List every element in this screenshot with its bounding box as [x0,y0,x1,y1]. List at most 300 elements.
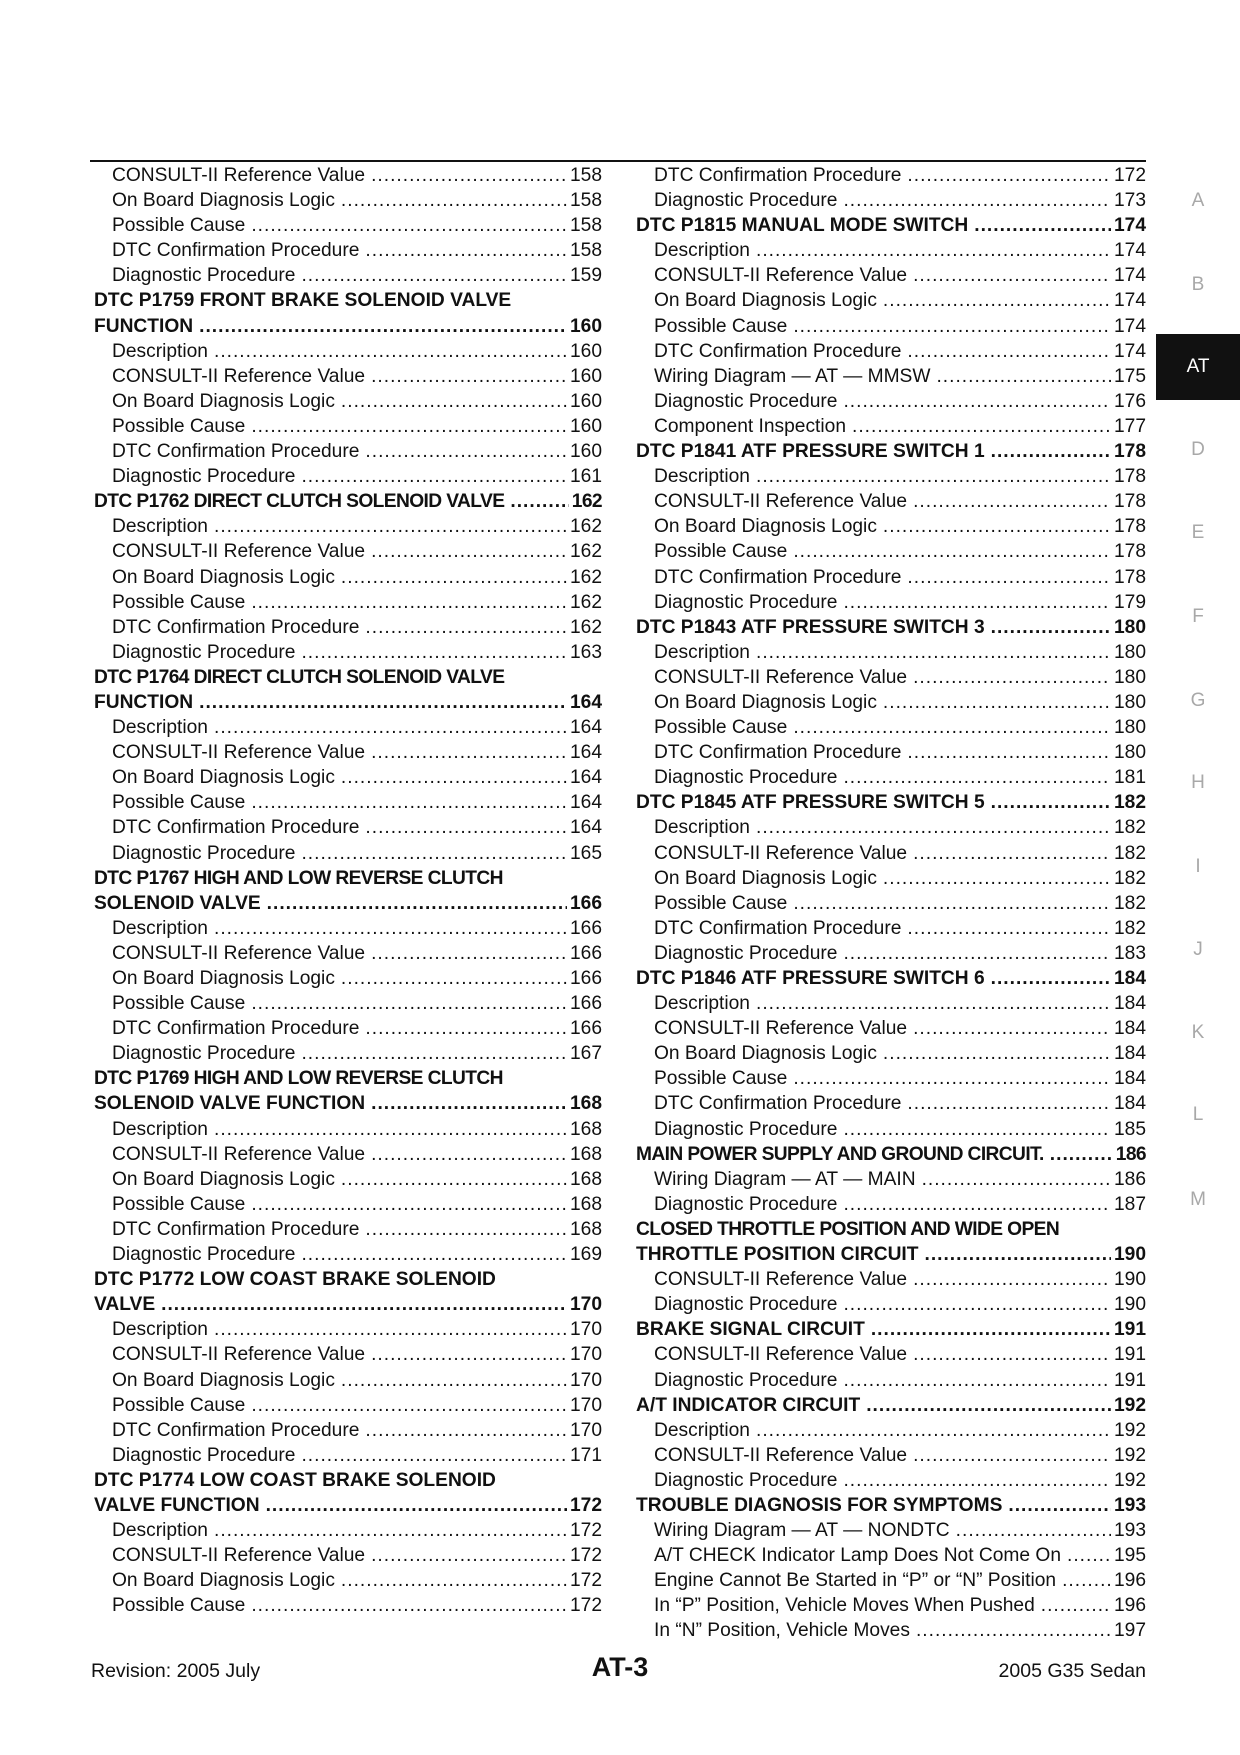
toc-dot-leader [341,1167,567,1192]
toc-dot-leader [199,690,567,715]
toc-entry-title: Diagnostic Procedure [654,591,838,613]
toc-entry-title: Diagnostic Procedure [112,1244,296,1266]
toc-section-entry[interactable] [636,1242,1146,1267]
toc-section-entry[interactable] [636,1493,1146,1518]
toc-entry-title: DTC P1774 LOW COAST BRAKE SOLENOID [94,1469,496,1491]
toc-entry-title: FUNCTION [94,691,194,713]
section-tab[interactable]: B [1191,274,1205,295]
toc-section-entry[interactable] [636,966,1146,991]
toc-dot-leader [907,916,1111,941]
toc-entry-title: Description [654,993,750,1015]
toc-subentry[interactable] [636,339,1146,364]
section-tab[interactable]: F [1192,606,1204,627]
toc-subentry[interactable] [94,565,602,590]
toc-entry-title: THROTTLE POSITION CIRCUIT [636,1244,919,1266]
toc-entry-title: DTC Confirmation Procedure [112,1018,360,1040]
toc-subentry[interactable] [94,740,602,765]
toc-dot-leader [756,640,1111,665]
toc-entry-page: 190 [1113,1244,1146,1266]
toc-subentry[interactable] [94,590,602,615]
toc-entry-page: 166 [569,993,602,1015]
toc-dot-leader [365,238,567,263]
toc-subentry[interactable] [636,916,1146,941]
toc-subentry[interactable] [94,941,602,966]
toc-subentry[interactable] [94,188,602,213]
toc-subentry[interactable] [636,1342,1146,1367]
toc-subentry[interactable] [636,841,1146,866]
toc-entry-title: A/T CHECK Indicator Lamp Does Not Come On [654,1545,1062,1567]
toc-entry-title: DTC P1769 HIGH AND LOW REVERSE CLUTCH [94,1068,503,1090]
toc-section-entry[interactable] [636,213,1146,238]
toc-entry-page: 165 [569,842,602,864]
toc-section-entry[interactable] [94,891,602,916]
toc-subentry[interactable] [636,1117,1146,1142]
toc-subentry[interactable] [636,1468,1146,1493]
toc-entry-title: Description [112,1520,208,1542]
toc-entry-page: 179 [1113,591,1146,613]
toc-dot-leader [214,1117,567,1142]
toc-section-entry[interactable] [636,1217,1146,1242]
toc-subentry[interactable] [94,1393,602,1418]
toc-subentry[interactable] [94,1568,602,1593]
section-tab[interactable]: L [1192,1104,1204,1125]
toc-subentry[interactable] [94,213,602,238]
toc-subentry[interactable] [636,1267,1146,1292]
toc-dot-leader [371,1091,567,1116]
toc-dot-leader [793,891,1111,916]
toc-entry-page: 196 [1113,1570,1146,1592]
toc-entry-page: 160 [569,441,602,463]
toc-subentry[interactable] [94,238,602,263]
toc-entry-title: Diagnostic Procedure [654,390,838,412]
toc-entry-title: DTC Confirmation Procedure [654,165,902,186]
toc-subentry[interactable] [94,991,602,1016]
toc-entry-title: Possible Cause [654,717,788,739]
footer-revision: Revision: 2005 July [91,1660,261,1682]
toc-entry-page: 182 [1113,892,1146,914]
toc-section-entry[interactable] [636,615,1146,640]
toc-entry-page: 192 [1113,1394,1146,1416]
toc-dot-leader [301,263,567,288]
toc-dot-leader [843,1192,1111,1217]
toc-subentry[interactable] [636,891,1146,916]
toc-subentry[interactable] [94,615,602,640]
toc-entry-page: 170 [569,1394,602,1416]
toc-entry-page: 160 [569,340,602,362]
toc-entry-title: On Board Diagnosis Logic [654,290,877,312]
toc-entry-page: 172 [569,1520,602,1542]
toc-dot-leader [251,590,567,615]
toc-subentry[interactable] [636,715,1146,740]
section-tab[interactable]: A [1191,190,1205,211]
toc-dot-leader [991,615,1111,640]
toc-entry-title: DTC P1762 DIRECT CLUTCH SOLENOID VALVE [94,491,505,513]
toc-section-entry[interactable] [94,1091,602,1116]
toc-entry-title: SOLENOID VALVE [94,892,261,914]
toc-subentry[interactable] [94,439,602,464]
toc-entry-page: 168 [569,1193,602,1215]
toc-entry-title: DTC P1772 LOW COAST BRAKE SOLENOID [94,1269,496,1291]
toc-subentry[interactable] [636,188,1146,213]
toc-dot-leader [251,1192,567,1217]
toc-subentry[interactable] [636,565,1146,590]
toc-dot-leader [883,866,1111,891]
toc-dot-leader [341,565,567,590]
section-tab[interactable]: D [1191,439,1205,460]
toc-entry-page: 178 [1113,441,1146,463]
toc-dot-leader [214,339,567,364]
toc-entry-title: DTC Confirmation Procedure [112,817,360,839]
toc-entry-page: 160 [569,365,602,387]
toc-dot-leader [843,941,1111,966]
toc-subentry[interactable] [94,1342,602,1367]
toc-section-entry[interactable] [636,1142,1146,1167]
toc-entry-page: 182 [1113,792,1146,814]
toc-entry-page: 180 [1113,616,1146,638]
toc-entry-page: 160 [569,415,602,437]
toc-entry-title: Possible Cause [112,792,246,814]
toc-entry-title: Description [112,1319,208,1341]
toc-subentry[interactable] [94,1192,602,1217]
toc-subentry[interactable] [94,916,602,941]
toc-subentry[interactable] [94,765,602,790]
toc-subentry[interactable] [636,314,1146,339]
toc-subentry[interactable] [94,1443,602,1468]
toc-entry-page: 192 [1113,1469,1146,1491]
toc-subentry[interactable] [636,489,1146,514]
toc-dot-leader [936,364,1111,389]
toc-entry-title: DTC Confirmation Procedure [112,441,360,463]
toc-subentry[interactable] [94,1142,602,1167]
toc-subentry[interactable] [94,389,602,414]
toc-left-column [94,163,602,1618]
toc-entry-title: Possible Cause [654,541,788,563]
toc-entry-page: 172 [569,1570,602,1592]
toc-dot-leader [365,815,567,840]
toc-subentry[interactable] [94,1242,602,1267]
toc-dot-leader [510,489,568,514]
toc-dot-leader [907,1091,1111,1116]
toc-subentry[interactable] [94,715,602,740]
toc-subentry[interactable] [636,941,1146,966]
toc-dot-leader [371,539,567,564]
toc-subentry[interactable] [636,1518,1146,1543]
toc-entry-page: 178 [1113,566,1146,588]
toc-subentry[interactable] [636,364,1146,389]
toc-entry-page: 170 [569,1294,602,1316]
toc-entry-page: 167 [569,1043,602,1065]
section-tab[interactable]: E [1191,522,1205,543]
toc-entry-title: DTC P1841 ATF PRESSURE SWITCH 1 [636,441,985,463]
toc-dot-leader [883,1041,1111,1066]
toc-dot-leader [251,790,567,815]
toc-entry-page: 158 [569,240,602,262]
toc-entry-title: CONSULT-II Reference Value [112,1344,366,1366]
toc-section-entry[interactable] [94,288,602,313]
toc-entry-page: 168 [569,1143,602,1165]
toc-subentry[interactable] [94,640,602,665]
toc-section-entry[interactable] [94,489,602,514]
toc-subentry[interactable] [94,414,602,439]
toc-dot-leader [371,740,567,765]
toc-entry-page: 162 [569,616,602,638]
toc-subentry[interactable] [94,163,602,188]
toc-subentry[interactable] [636,288,1146,313]
toc-dot-leader [301,1041,567,1066]
toc-subentry[interactable] [94,539,602,564]
toc-section-entry[interactable] [94,1468,602,1493]
toc-subentry[interactable] [636,1418,1146,1443]
toc-entry-page: 178 [1113,466,1146,488]
toc-entry-title: CONSULT-II Reference Value [654,666,908,688]
toc-subentry[interactable] [94,1593,602,1618]
section-tab[interactable]: H [1191,772,1205,793]
toc-subentry[interactable] [94,1041,602,1066]
toc-entry-title: Diagnostic Procedure [112,842,296,864]
toc-subentry[interactable] [94,1543,602,1568]
toc-subentry[interactable] [94,841,602,866]
toc-subentry[interactable] [636,1041,1146,1066]
toc-dot-leader [991,966,1111,991]
toc-entry-title: In “N” Position, Vehicle Moves [654,1620,910,1642]
toc-entry-title: TROUBLE DIAGNOSIS FOR SYMPTOMS [636,1494,1003,1516]
toc-subentry[interactable] [94,815,602,840]
toc-subentry[interactable] [94,1418,602,1443]
toc-subentry[interactable] [636,1192,1146,1217]
toc-subentry[interactable] [636,765,1146,790]
toc-entry-page: 180 [1113,641,1146,663]
toc-entry-title: Possible Cause [112,215,246,237]
toc-dot-leader [883,288,1111,313]
toc-subentry[interactable] [94,514,602,539]
toc-entry-title: Diagnostic Procedure [654,1369,838,1391]
toc-entry-page: 174 [1113,340,1146,362]
toc-subentry[interactable] [636,1016,1146,1041]
toc-entry-page: 168 [569,1218,602,1240]
toc-subentry[interactable] [636,414,1146,439]
toc-dot-leader [341,188,567,213]
toc-entry-title: DTC P1843 ATF PRESSURE SWITCH 3 [636,616,985,638]
toc-entry-page: 184 [1113,1093,1146,1115]
toc-entry-page: 168 [569,1118,602,1140]
toc-section-entry[interactable] [636,1317,1146,1342]
toc-dot-leader [866,1393,1111,1418]
toc-entry-title: Diagnostic Procedure [112,1444,296,1466]
toc-entry-title: CLOSED THROTTLE POSITION AND WIDE OPEN [636,1218,1060,1240]
toc-entry-title: Description [654,240,750,262]
toc-section-entry[interactable] [636,439,1146,464]
toc-entry-title: DTC Confirmation Procedure [654,566,902,588]
toc-entry-page: 158 [569,165,602,186]
toc-dot-leader [852,414,1111,439]
toc-entry-page: 166 [569,892,602,914]
toc-subentry[interactable] [636,163,1146,188]
toc-entry-page: 197 [1113,1620,1146,1642]
section-tab[interactable]: G [1190,690,1206,711]
toc-entry-page: 158 [569,215,602,237]
toc-subentry[interactable] [636,1091,1146,1116]
toc-entry-title: Possible Cause [112,415,246,437]
toc-dot-leader [907,163,1111,188]
toc-dot-leader [251,213,567,238]
toc-dot-leader [793,715,1111,740]
toc-entry-title: On Board Diagnosis Logic [112,767,335,789]
toc-subentry[interactable] [636,539,1146,564]
toc-entry-title: Diagnostic Procedure [112,265,296,287]
toc-entry-title: Diagnostic Procedure [112,1043,296,1065]
footer-page-label: AT-3 [591,1652,649,1682]
section-tab[interactable]: I [1195,856,1201,877]
toc-entry-page: 182 [1113,867,1146,889]
toc-entry-page: 184 [1113,993,1146,1015]
toc-entry-page: 180 [1113,742,1146,764]
toc-subentry[interactable] [94,1016,602,1041]
toc-subentry[interactable] [636,590,1146,615]
toc-subentry[interactable] [636,640,1146,665]
toc-entry-title: Description [112,340,208,362]
toc-entry-title: Description [112,917,208,939]
toc-subentry[interactable] [94,339,602,364]
section-tab[interactable]: M [1190,1189,1206,1210]
toc-dot-leader [251,1393,567,1418]
toc-entry-page: 192 [1113,1419,1146,1441]
toc-entry-title: DTC P1764 DIRECT CLUTCH SOLENOID VALVE [94,666,505,688]
toc-entry-title: On Board Diagnosis Logic [112,968,335,989]
toc-subentry[interactable] [94,790,602,815]
toc-entry-title: CONSULT-II Reference Value [654,1444,908,1466]
toc-entry-page: 193 [1113,1494,1146,1516]
toc-section-entry[interactable] [94,665,602,690]
toc-subentry[interactable] [94,364,602,389]
toc-section-entry[interactable] [94,690,602,715]
toc-entry-title: VALVE [94,1294,156,1316]
toc-entry-title: Description [654,466,750,488]
toc-entry-page: 158 [569,190,602,212]
toc-entry-page: 191 [1113,1344,1146,1366]
toc-entry-page: 184 [1113,1018,1146,1040]
toc-subentry[interactable] [636,263,1146,288]
toc-subentry[interactable] [636,1167,1146,1192]
toc-subentry[interactable] [636,815,1146,840]
toc-subentry[interactable] [94,1317,602,1342]
toc-dot-leader [843,590,1111,615]
toc-entry-title: Description [112,516,208,538]
toc-subentry[interactable] [636,1368,1146,1393]
toc-subentry[interactable] [94,1368,602,1393]
toc-section-entry[interactable] [636,790,1146,815]
toc-subentry[interactable] [636,1292,1146,1317]
section-tab[interactable]: K [1191,1022,1205,1043]
toc-entry-page: 182 [1113,842,1146,864]
toc-subentry[interactable] [636,1568,1146,1593]
toc-entry-title: Diagnostic Procedure [654,1469,838,1491]
toc-dot-leader [793,1066,1111,1091]
toc-entry-title: Diagnostic Procedure [654,190,838,212]
toc-section-entry[interactable] [94,1267,602,1292]
toc-dot-leader [251,414,567,439]
toc-subentry[interactable] [94,966,602,991]
toc-dot-leader [907,740,1111,765]
toc-subentry[interactable] [636,1443,1146,1468]
toc-subentry[interactable] [636,238,1146,263]
toc-subentry[interactable] [94,1167,602,1192]
toc-entry-title: CONSULT-II Reference Value [112,1143,366,1165]
toc-subentry[interactable] [636,991,1146,1016]
toc-entry-title: A/T INDICATOR CIRCUIT [636,1394,861,1416]
toc-entry-title: Diagnostic Procedure [654,1193,838,1215]
toc-section-entry[interactable] [94,314,602,339]
toc-entry-title: On Board Diagnosis Logic [112,1168,335,1190]
toc-entry-page: 174 [1113,240,1146,262]
toc-subentry[interactable] [636,1066,1146,1091]
toc-entry-page: 174 [1113,215,1146,237]
toc-entry-title: CONSULT-II Reference Value [112,541,366,563]
toc-subentry[interactable] [636,1543,1146,1568]
toc-dot-leader [214,514,567,539]
toc-entry-title: CONSULT-II Reference Value [654,491,908,513]
toc-subentry[interactable] [636,464,1146,489]
toc-entry-page: 159 [569,265,602,287]
toc-entry-title: Possible Cause [654,1068,788,1090]
toc-subentry[interactable] [636,389,1146,414]
toc-subentry[interactable] [636,1593,1146,1618]
toc-section-entry[interactable] [636,1393,1146,1418]
toc-entry-title: Diagnostic Procedure [112,641,296,663]
toc-entry-page: 185 [1113,1118,1146,1140]
toc-dot-leader [913,1267,1111,1292]
toc-entry-page: 163 [569,641,602,663]
toc-entry-title: On Board Diagnosis Logic [654,1043,877,1065]
toc-section-entry[interactable] [94,1493,602,1518]
toc-dot-leader [843,188,1111,213]
toc-dot-leader [371,163,567,188]
toc-entry-title: Diagnostic Procedure [654,942,838,964]
toc-entry-page: 162 [569,591,602,613]
toc-entry-title: DTC Confirmation Procedure [654,340,902,362]
section-tab[interactable]: J [1193,939,1203,960]
toc-subentry[interactable] [636,1618,1146,1643]
toc-entry-page: 172 [569,1494,602,1516]
toc-subentry[interactable] [94,1518,602,1543]
toc-dot-leader [974,213,1111,238]
toc-dot-leader [924,1242,1111,1267]
toc-entry-title: Engine Cannot Be Started in “P” or “N” Position [654,1570,1057,1592]
toc-subentry[interactable] [94,1217,602,1242]
toc-subentry[interactable] [636,514,1146,539]
toc-subentry[interactable] [94,1117,602,1142]
toc-subentry[interactable] [636,740,1146,765]
toc-entry-page: 174 [1113,290,1146,312]
toc-subentry[interactable] [636,665,1146,690]
toc-subentry[interactable] [94,263,602,288]
toc-dot-leader [341,1368,567,1393]
toc-section-entry[interactable] [94,1292,602,1317]
toc-entry-title: Wiring Diagram — AT — NONDTC [654,1520,950,1542]
toc-section-entry[interactable] [94,1066,602,1091]
toc-dot-leader [1062,1568,1111,1593]
toc-subentry[interactable] [636,690,1146,715]
toc-dot-leader [199,314,567,339]
section-tab-active[interactable]: AT [1156,334,1240,400]
toc-subentry[interactable] [94,464,602,489]
toc-subentry[interactable] [636,866,1146,891]
toc-dot-leader [161,1292,567,1317]
toc-entry-title: Diagnostic Procedure [654,1294,838,1316]
toc-entry-page: 195 [1113,1545,1146,1567]
toc-dot-leader [916,1618,1111,1643]
toc-section-entry[interactable] [94,866,602,891]
toc-entry-title: DTC Confirmation Procedure [654,1093,902,1115]
